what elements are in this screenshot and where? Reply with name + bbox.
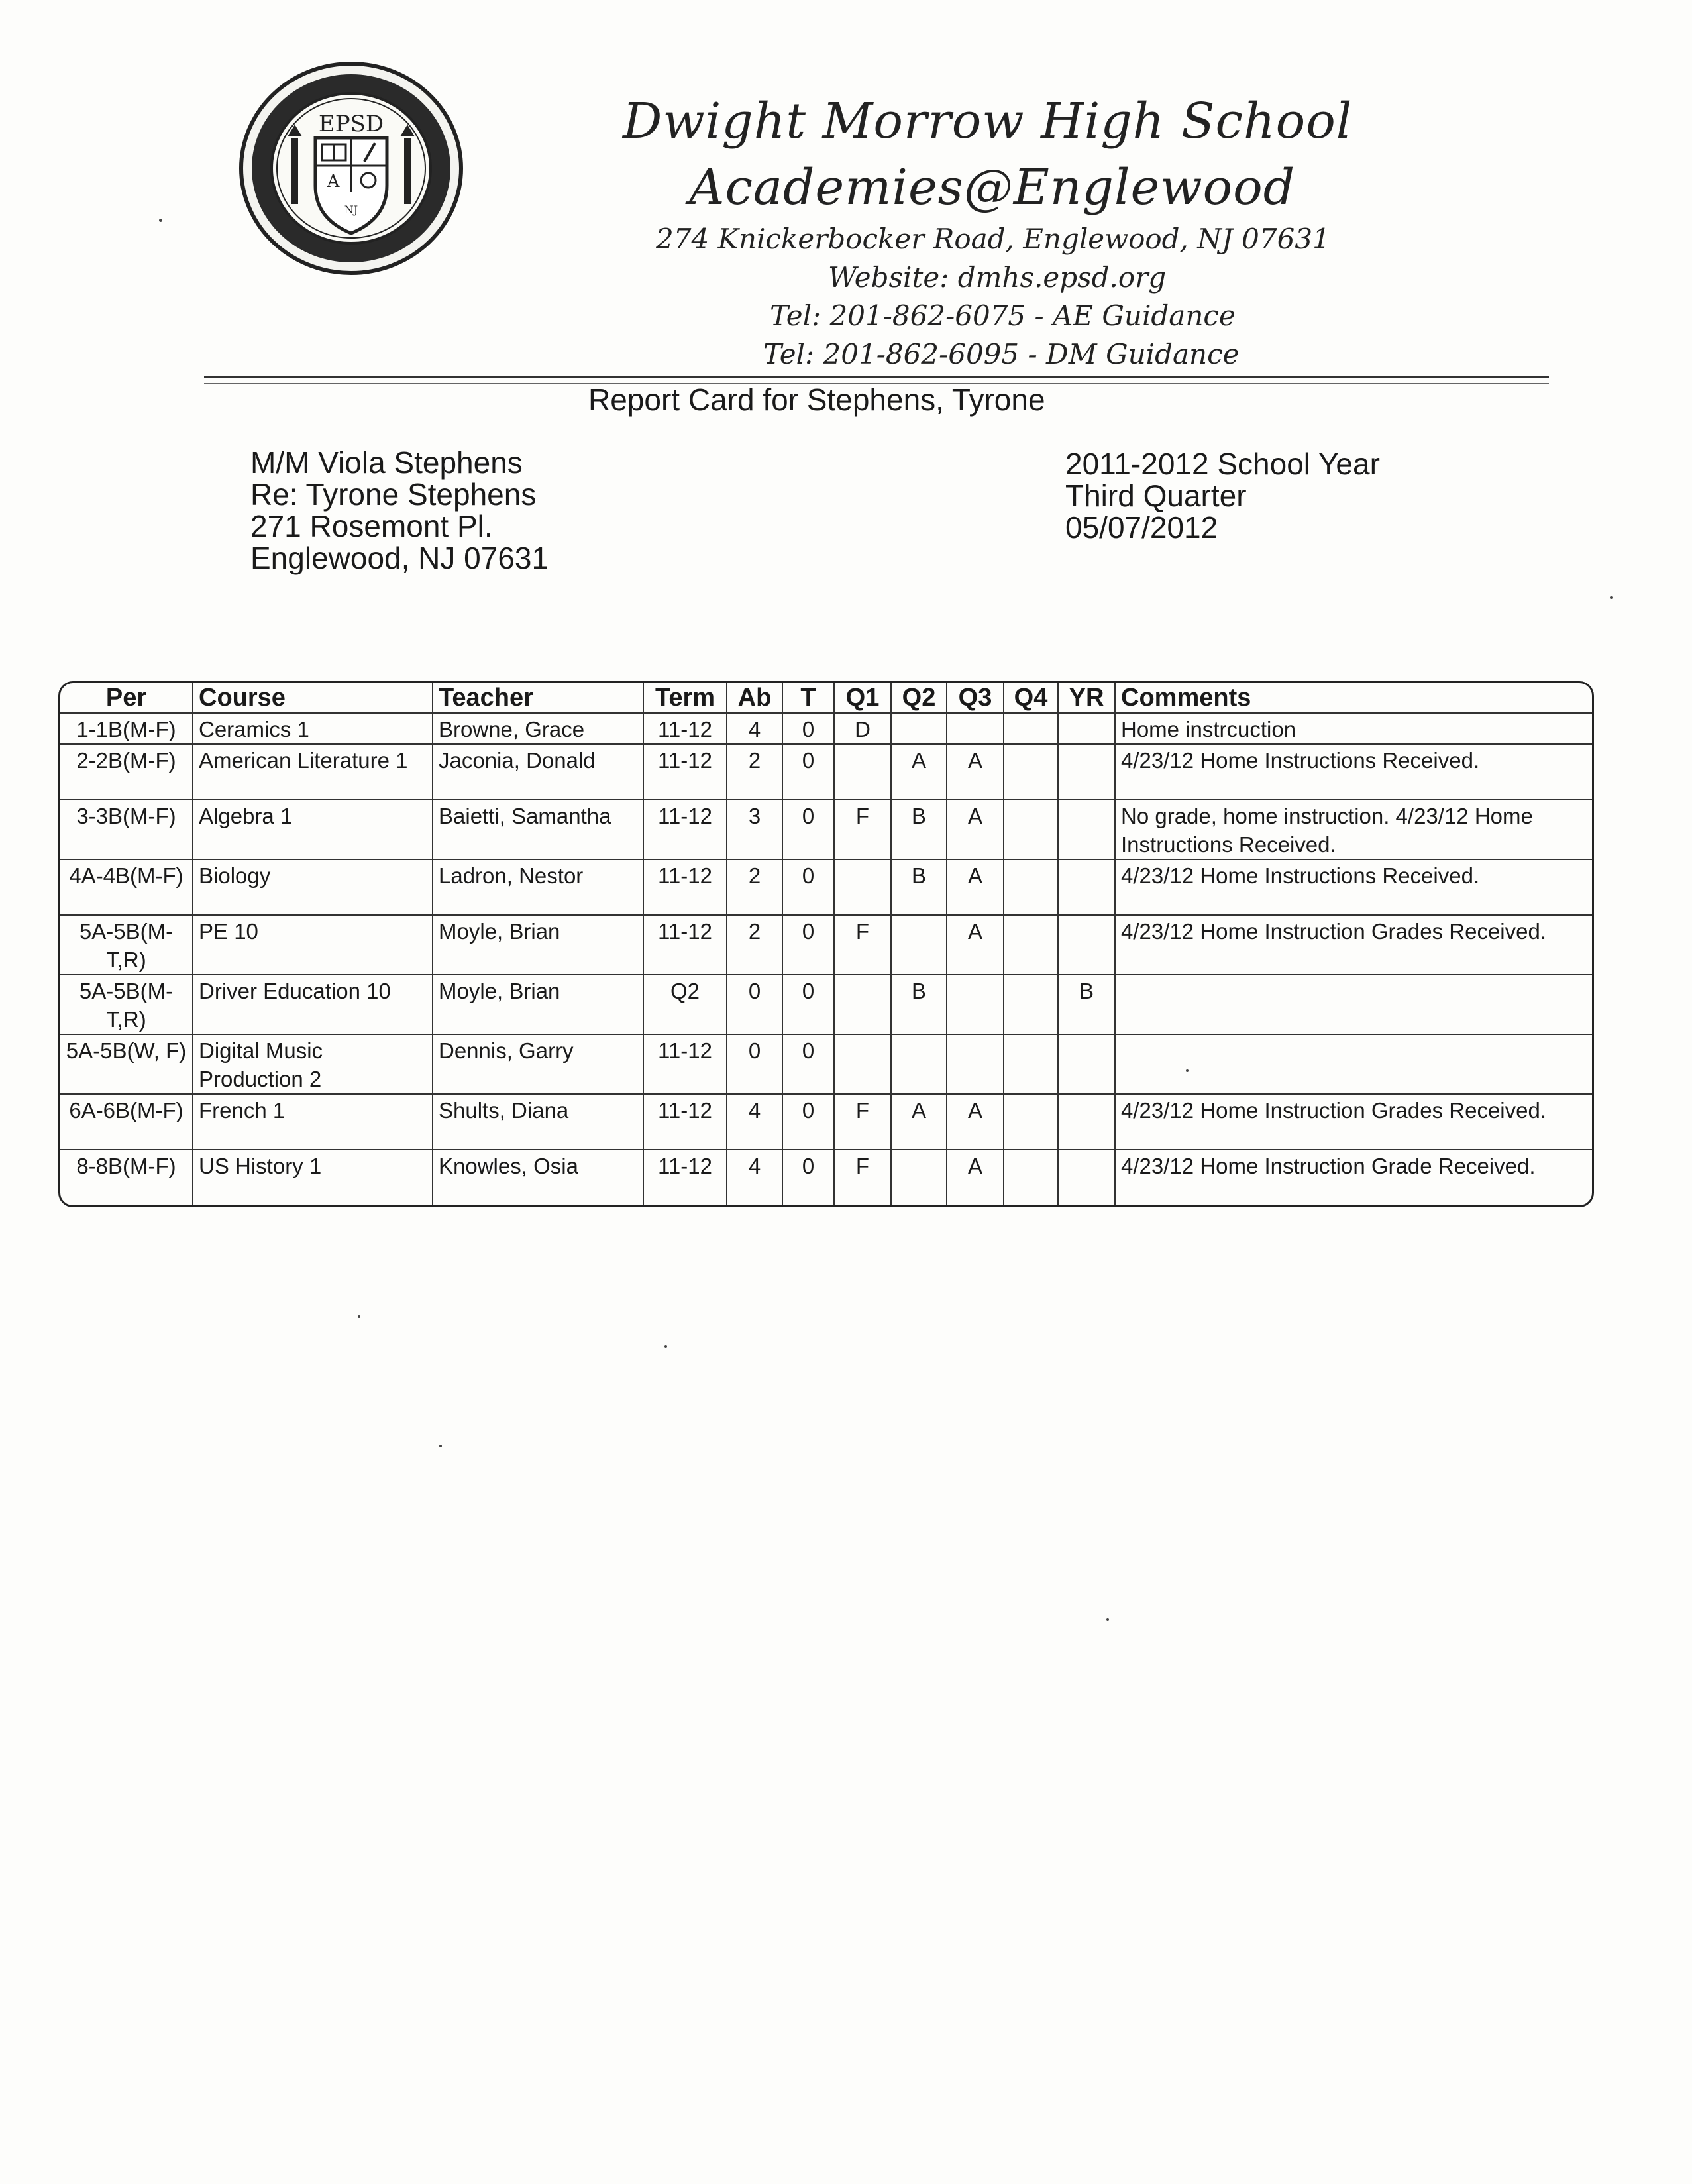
cell-t: 0: [782, 859, 834, 915]
cell-teacher: Dennis, Garry: [433, 1034, 643, 1094]
cell-term: 11-12: [643, 1150, 727, 1205]
cell-ab: 0: [727, 1034, 782, 1094]
cell-yr: [1058, 1034, 1115, 1094]
cell-q2: A: [891, 1094, 947, 1150]
cell-q3: A: [947, 1150, 1004, 1205]
recipient-address: [250, 447, 549, 574]
cell-course: American Literature 1: [193, 744, 433, 800]
table-row: [60, 1034, 1592, 1094]
phone-ae-guidance: Tel: 201-862-6075 - AE Guidance: [770, 300, 1236, 332]
scan-speck: [358, 1315, 360, 1318]
table-row: [60, 1150, 1592, 1205]
cell-comments: 4/23/12 Home Instruction Grades Received.: [1115, 915, 1592, 975]
scan-speck: [664, 1345, 667, 1348]
district-seal-logo: [237, 60, 466, 277]
cell-t: 0: [782, 915, 834, 975]
cell-q2: [891, 1150, 947, 1205]
cell-term: 11-12: [643, 1034, 727, 1094]
cell-q3: A: [947, 859, 1004, 915]
cell-ab: 0: [727, 975, 782, 1034]
cell-ab: 4: [727, 713, 782, 744]
header-q1: Q1: [834, 683, 891, 713]
cell-per: 8-8B(M-F): [60, 1150, 193, 1205]
scan-speck: [1610, 596, 1613, 599]
cell-q1: F: [834, 800, 891, 859]
cell-q4: [1004, 915, 1058, 975]
cell-q1: F: [834, 1094, 891, 1150]
cell-yr: B: [1058, 975, 1115, 1034]
svg-text:A: A: [327, 172, 340, 191]
cell-course: PE 10: [193, 915, 433, 975]
cell-per: 6A-6B(M-F): [60, 1094, 193, 1150]
quarter: Third Quarter: [1065, 478, 1247, 513]
cell-t: 0: [782, 713, 834, 744]
cell-yr: [1058, 915, 1115, 975]
table-header-row: [60, 683, 1592, 713]
cell-comments: [1115, 975, 1592, 1034]
scan-speck: [1106, 1618, 1109, 1621]
cell-teacher: Browne, Grace: [433, 713, 643, 744]
cell-ab: 4: [727, 1150, 782, 1205]
report-card-title: Report Card for Stephens, Tyrone: [588, 382, 1045, 417]
recipient-line: Englewood, NJ 07631: [250, 541, 549, 575]
grades-table: [58, 681, 1594, 1207]
cell-term: 11-12: [643, 859, 727, 915]
header-term: Term: [643, 683, 727, 713]
cell-ab: 4: [727, 1094, 782, 1150]
cell-ab: 2: [727, 915, 782, 975]
cell-q3: [947, 713, 1004, 744]
cell-q1: [834, 1034, 891, 1094]
cell-q4: [1004, 800, 1058, 859]
cell-comments: Home instrcuction: [1115, 713, 1592, 744]
cell-yr: [1058, 800, 1115, 859]
school-website: Website: dmhs.epsd.org: [828, 261, 1167, 294]
cell-q3: [947, 1034, 1004, 1094]
scan-speck: [159, 219, 162, 222]
cell-teacher: Moyle, Brian: [433, 975, 643, 1034]
cell-q3: A: [947, 800, 1004, 859]
cell-q2: A: [891, 744, 947, 800]
table-row: [60, 915, 1592, 975]
cell-comments: 4/23/12 Home Instructions Received.: [1115, 859, 1592, 915]
cell-q4: [1004, 859, 1058, 915]
cell-yr: [1058, 744, 1115, 800]
school-address: 274 Knickerbocker Road, Englewood, NJ 07631: [656, 223, 1330, 255]
cell-per: 1-1B(M-F): [60, 713, 193, 744]
recipient-line: 271 Rosemont Pl.: [250, 509, 493, 543]
cell-q3: A: [947, 1094, 1004, 1150]
header-t: T: [782, 683, 834, 713]
header-q2: Q2: [891, 683, 947, 713]
cell-course: Biology: [193, 859, 433, 915]
header-per: Per: [60, 683, 193, 713]
cell-comments: [1115, 1034, 1592, 1094]
cell-q1: [834, 744, 891, 800]
recipient-line: Re: Tyrone Stephens: [250, 477, 537, 512]
cell-yr: [1058, 1094, 1115, 1150]
cell-q4: [1004, 744, 1058, 800]
cell-t: 0: [782, 975, 834, 1034]
scan-speck: [1186, 1069, 1189, 1072]
cell-q4: [1004, 1034, 1058, 1094]
cell-course: Driver Education 10: [193, 975, 433, 1034]
cell-term: Q2: [643, 975, 727, 1034]
cell-yr: [1058, 713, 1115, 744]
cell-course: Algebra 1: [193, 800, 433, 859]
school-subtitle: Academies@Englewood: [689, 159, 1296, 216]
cell-term: 11-12: [643, 744, 727, 800]
school-year: 2011-2012 School Year: [1065, 447, 1380, 481]
cell-teacher: Jaconia, Donald: [433, 744, 643, 800]
cell-t: 0: [782, 1094, 834, 1150]
recipient-line: M/M Viola Stephens: [250, 445, 523, 480]
report-date: 05/07/2012: [1065, 510, 1218, 545]
cell-comments: No grade, home instruction. 4/23/12 Home Instructions Received.: [1115, 800, 1592, 859]
cell-q1: D: [834, 713, 891, 744]
cell-per: 2-2B(M-F): [60, 744, 193, 800]
cell-t: 0: [782, 1150, 834, 1205]
cell-per: 5A-5B(M-T,R): [60, 975, 193, 1034]
seal-bottom-text: NJ: [344, 203, 358, 216]
header-q4: Q4: [1004, 683, 1058, 713]
cell-q2: [891, 915, 947, 975]
period-info: [1065, 448, 1380, 543]
cell-yr: [1058, 859, 1115, 915]
cell-comments: 4/23/12 Home Instruction Grades Received.: [1115, 1094, 1592, 1150]
table-row: [60, 744, 1592, 800]
cell-teacher: Moyle, Brian: [433, 915, 643, 975]
cell-q1: F: [834, 1150, 891, 1205]
header-q3: Q3: [947, 683, 1004, 713]
cell-q4: [1004, 713, 1058, 744]
cell-comments: 4/23/12 Home Instructions Received.: [1115, 744, 1592, 800]
cell-ab: 3: [727, 800, 782, 859]
cell-per: 3-3B(M-F): [60, 800, 193, 859]
cell-q3: A: [947, 744, 1004, 800]
cell-term: 11-12: [643, 915, 727, 975]
header-comments: Comments: [1115, 683, 1592, 713]
table-row: [60, 713, 1592, 744]
cell-q2: B: [891, 975, 947, 1034]
cell-teacher: Baietti, Samantha: [433, 800, 643, 859]
cell-q2: B: [891, 800, 947, 859]
cell-ab: 2: [727, 859, 782, 915]
header-ab: Ab: [727, 683, 782, 713]
cell-q1: F: [834, 915, 891, 975]
cell-term: 11-12: [643, 1094, 727, 1150]
cell-yr: [1058, 1150, 1115, 1205]
header-course: Course: [193, 683, 433, 713]
cell-q3: A: [947, 915, 1004, 975]
phone-dm-guidance: Tel: 201-862-6095 - DM Guidance: [763, 338, 1240, 370]
cell-q4: [1004, 1094, 1058, 1150]
school-name: Dwight Morrow High School: [623, 93, 1353, 150]
table-row: [60, 859, 1592, 915]
cell-term: 11-12: [643, 713, 727, 744]
cell-teacher: Shults, Diana: [433, 1094, 643, 1150]
cell-q3: [947, 975, 1004, 1034]
header-teacher: Teacher: [433, 683, 643, 713]
cell-per: 4A-4B(M-F): [60, 859, 193, 915]
cell-q1: [834, 859, 891, 915]
cell-q2: [891, 1034, 947, 1094]
cell-course: Digital Music Production 2: [193, 1034, 433, 1094]
cell-t: 0: [782, 1034, 834, 1094]
cell-q4: [1004, 1150, 1058, 1205]
cell-q1: [834, 975, 891, 1034]
cell-per: 5A-5B(W, F): [60, 1034, 193, 1094]
cell-q2: [891, 713, 947, 744]
scan-speck: [439, 1445, 442, 1447]
table-row: [60, 975, 1592, 1034]
header-yr: YR: [1058, 683, 1115, 713]
cell-comments: 4/23/12 Home Instruction Grade Received.: [1115, 1150, 1592, 1205]
cell-course: French 1: [193, 1094, 433, 1150]
cell-ab: 2: [727, 744, 782, 800]
cell-q4: [1004, 975, 1058, 1034]
cell-course: Ceramics 1: [193, 713, 433, 744]
cell-course: US History 1: [193, 1150, 433, 1205]
cell-teacher: Ladron, Nestor: [433, 859, 643, 915]
cell-teacher: Knowles, Osia: [433, 1150, 643, 1205]
table-row: [60, 800, 1592, 859]
cell-t: 0: [782, 744, 834, 800]
cell-t: 0: [782, 800, 834, 859]
cell-term: 11-12: [643, 800, 727, 859]
cell-q2: B: [891, 859, 947, 915]
cell-per: 5A-5B(M-T,R): [60, 915, 193, 975]
table-row: [60, 1094, 1592, 1150]
seal-top-text: EPSD: [318, 111, 384, 137]
